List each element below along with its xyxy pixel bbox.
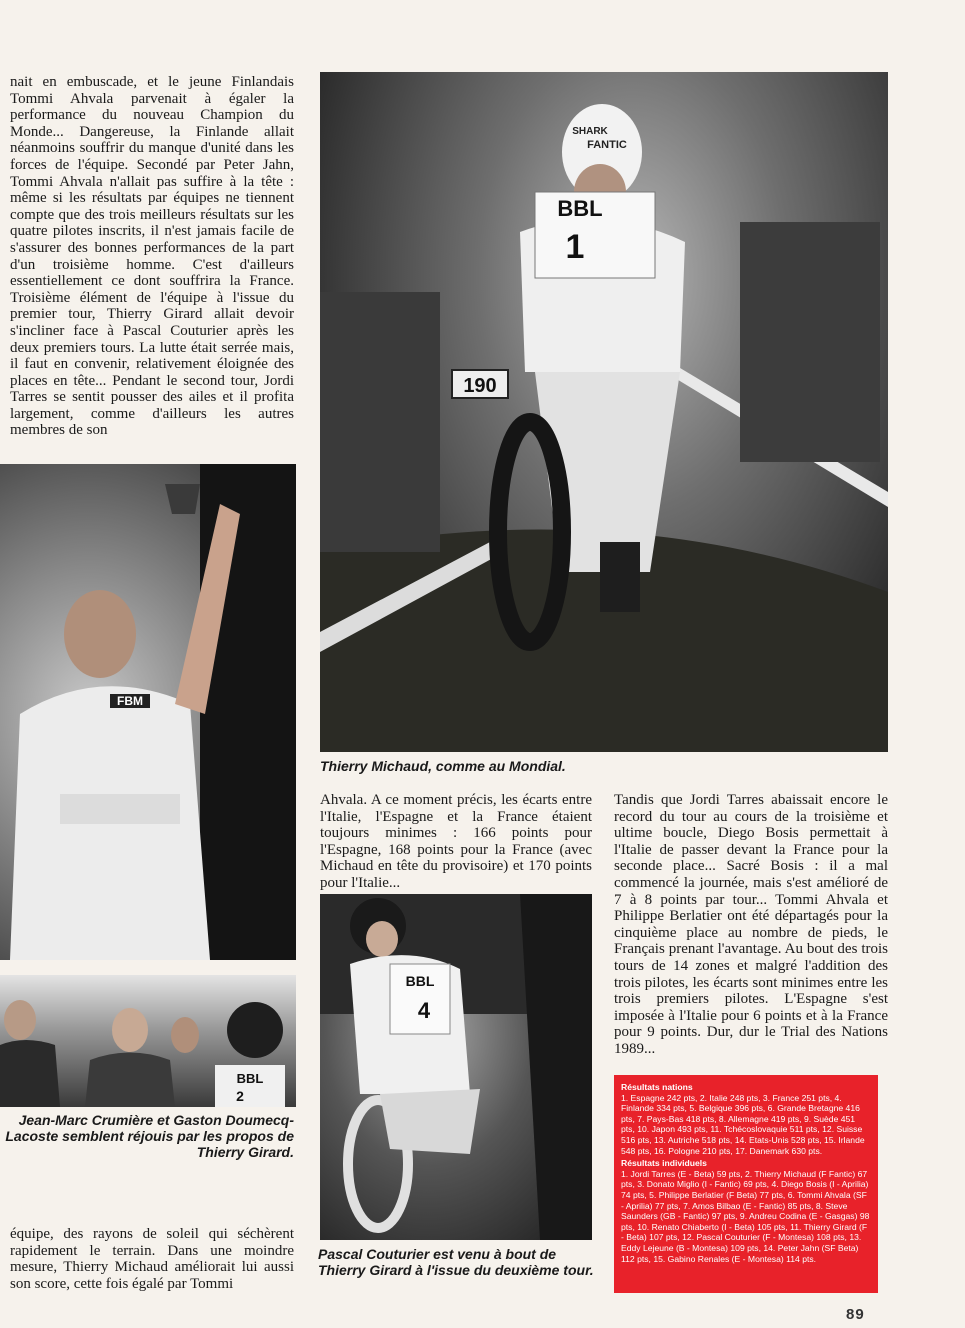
bib2-sponsor: BBL xyxy=(405,973,435,989)
main-photo xyxy=(320,72,888,752)
trophy-photo xyxy=(0,464,296,960)
article-column-1-bottom: équipe, des rayons de soleil qui séchèrent rapidement le terrain. Dans une moindre mesure, Thierry Michaud améliorait lui aussi son score, cette fois égalé par Tommi xyxy=(10,1226,294,1292)
plate-number: 190 xyxy=(463,375,497,397)
article-column-1-top: nait en embuscade, et le jeune Finlandais Tommi Ahvala parvenait à égaler la performance du nouveau Champion du Monde... Dangereuse, la Finlande allait néanmoins souffrir du manque d'unité dans les forces de l'équipe. Secondé par Peter Jahn, Tommi Ahvala n'allait pas suffire à la tête : même si les résultats par équipes ne tiennent compte que des trois meilleurs résultats sur les quatre pilotes inscrits, il n'est jamais facile de s'assurer des bonnes performances de la part d'un troisième homme. C'est d'ailleurs essentiellement ce dont souffrira la France. Troisième élément de l'équipe à l'issue du premier tour, Thierry Girard allait devoir s'incliner face à Pascal Couturier après les deux premiers tours. La lutte était serrée mais, il faut en convenir, relativement éloignée des places en tête... Pendant le second tour, Jordi Tarres se sentit pousser des ailes et il profita largement, comme d'ailleurs les autres membres de son xyxy=(10,74,294,439)
crowd-photo-caption: Jean-Marc Crumière et Gaston Doumecq-Lacoste semblent réjouis par les propos de Thierry Girard. xyxy=(5,1112,294,1160)
article-column-3: Tandis que Jordi Tarres abaissait encore le record du tour au cours de la troisième et ultime boucle, Diego Bosis permettait à l'Italie de passer devant la France pour la seconde place... Sacré Bosis : il a mal commencé la journée, mais s'est amélioré de 7 à 8 points par tour... Tommi Ahvala et Philippe Berlatier ont été départagés pour la cinquième place au nombre de pieds, le Français prenant l'avantage. Au bout des trois tours de 14 zones et malgré l'addition des trois pilotes, les écarts sont minimes entre les trois premiers pilotes. L'Espagne s'est imposée à l'Italie pour 6 points et à la France pour 9 points. Dur, dur le Trial des Nations 1989... xyxy=(614,792,888,1057)
results-individual-title: Résultats individuels xyxy=(621,1158,707,1169)
shirt-logo: FBM xyxy=(117,694,143,708)
page-number: 89 xyxy=(846,1306,865,1323)
results-nations-title: Résultats nations xyxy=(621,1082,693,1092)
crowd-photo xyxy=(0,975,296,1107)
couturier-photo xyxy=(320,894,592,1240)
article-column-2: Ahvala. A ce moment précis, les écarts entre l'Italie, l'Espagne et la France étaient toujours minimes : 166 points pour l'Espagne, 168 points pour la France (avec Michaud en tête du provisoire) et 170 points pour l'Italie... xyxy=(320,792,592,891)
bib-sponsor-2: BBL xyxy=(236,1071,264,1086)
results-individual-text: 1. Jordi Tarres (E - Beta) 59 pts, 2. Thierry Michaud (F Fantic) 67 pts, 3. Donato Miglio (I - Fantic) 69 pts, 4. Diego Bosis (I - Aprilia) 74 pts, 5. Philippe Berlatier (F Beta) 77 pts, 6. Tommi Ahvala (SF - Aprilia) 77 pts, 7. Amos Bilbao (E - Fantic) 85 pts, 8. Steve Saunders (GB - Fantic) 97 pts, 9. Andreu Codina (E - Gasgas) 98 pts, 10. Renato Chiaberto (I - Beta) 105 pts, 11. Thierry Girard (F - Beta) 107 pts, 12. Pascal Couturier (F - Montesa) 108 pts, 13. Eddy Lejeune (B - Montesa) 109 pts, 14. Peter Jahn (SF Beta) 112 pts, 15. Gabino Renales (E - Montesa) 114 pts. xyxy=(621,1168,870,1264)
bib-number-3: 2 xyxy=(236,1088,244,1104)
results-box xyxy=(614,1075,878,1293)
helmet-sponsor: FANTIC xyxy=(587,139,627,151)
helmet-brand: SHARK xyxy=(572,126,608,137)
main-photo-caption: Thierry Michaud, comme au Mondial. xyxy=(320,758,566,774)
results-nations-text: 1. Espagne 242 pts, 2. Italie 248 pts, 3. France 251 pts, 4. Finlande 334 pts, 5. Belgique 396 pts, 6. Grande Bretagne 416 pts, 7. Pays-Bas 418 pts, 8. Allemagne 419 pts, 9. Suède 451 pts, 10. Japon 493 pts, 11. Tchécoslovaquie 511 pts, 12. Suisse 516 pts, 13. Autriche 518 pts, 14. Etats-Unis 528 pts, 15. Irlande 548 pts, 16. Pologne 210 pts, 17. Danemark 630 pts. xyxy=(621,1092,865,1156)
bib-sponsor: BBL xyxy=(557,196,603,221)
bib-number: 1 xyxy=(565,228,585,266)
couturier-photo-caption: Pascal Couturier est venu à bout de Thierry Girard à l'issue du deuxième tour. xyxy=(318,1246,594,1278)
bib2-number: 4 xyxy=(417,998,431,1023)
